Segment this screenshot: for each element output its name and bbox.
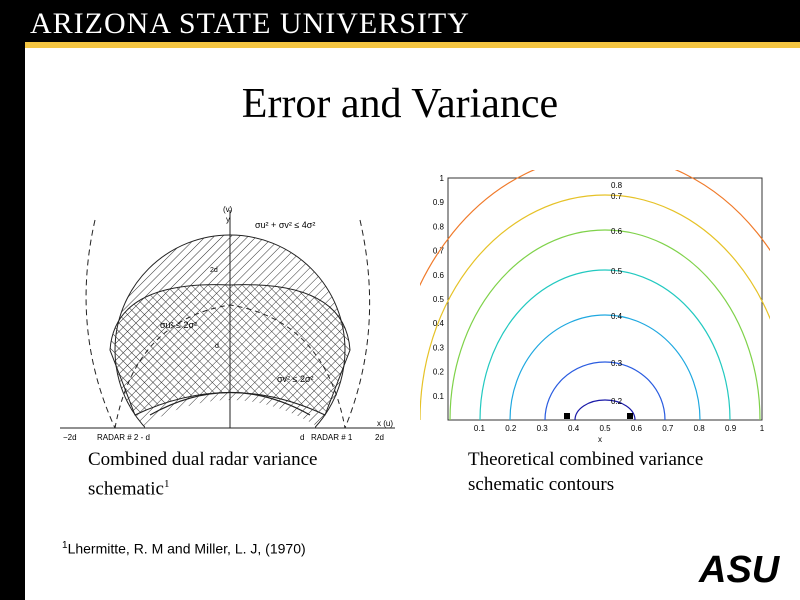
contour-label: 0.2 <box>611 397 623 406</box>
x-tick-label: 0.1 <box>473 424 485 433</box>
y-tick-label: 0.3 <box>432 343 444 353</box>
d-y-label: d <box>215 343 219 350</box>
university-title: ARIZONA STATE UNIVERSITY <box>30 7 470 40</box>
gold-accent-bar <box>25 42 800 48</box>
contour-label: 0.8 <box>611 181 623 190</box>
y-tick-label: 0.8 <box>432 222 444 232</box>
y-tick-label: 1 <box>439 174 444 183</box>
variance-contour-plot <box>420 170 770 445</box>
y-tick-label: 0.5 <box>432 295 444 304</box>
plus-2d-label: 2d <box>375 433 384 442</box>
x-tick-label: 0.8 <box>693 424 705 433</box>
left-caption-line1: Combined dual radar variance <box>88 449 318 470</box>
minus-2d-label: −2d <box>63 433 77 442</box>
x-tick-label: 0.7 <box>662 424 674 433</box>
footnote-sup: 1 <box>62 540 68 551</box>
dual-radar-schematic <box>55 200 400 445</box>
right-caption-line1: Theoretical combined variance <box>468 449 704 470</box>
equation-top: σu² + σv² ≤ 4σ² <box>255 220 316 230</box>
two-d-y-label: 2d <box>210 267 218 274</box>
y-tick-label: 0.4 <box>432 319 444 329</box>
y-label: y <box>226 215 230 224</box>
d-label: d <box>300 433 305 442</box>
header-banner <box>0 0 800 42</box>
equation-mid: σu² ≤ 2σ² <box>160 320 198 330</box>
contour-label: 0.5 <box>611 267 623 276</box>
radar1-label: RADAR # 1 <box>311 433 353 442</box>
y-axis-label: (v) <box>223 205 233 214</box>
y-tick-label: 0.9 <box>432 198 444 208</box>
radar2-label: RADAR # 2 - d <box>97 433 150 442</box>
contour-label: 0.4 <box>611 312 623 321</box>
equation-low: σv² ≤ 2σ² <box>277 374 314 384</box>
right-caption <box>468 447 703 497</box>
contour-label: 0.3 <box>611 359 623 368</box>
x-tick-label: 0.9 <box>725 424 737 433</box>
contour-label: 0.7 <box>611 192 623 201</box>
x-ticks <box>474 424 765 433</box>
footnote-text: Lhermitte, R. M and Miller, L. J, (1970) <box>67 540 306 557</box>
x-tick-label: 0.2 <box>505 424 517 433</box>
footnote <box>62 540 306 557</box>
x-tick-label: 0.6 <box>630 424 642 433</box>
y-tick-label: 0.2 <box>432 367 444 377</box>
left-caption-sup: 1 <box>163 478 170 490</box>
radar-marker-left <box>564 413 570 419</box>
x-tick-label: 0.5 <box>599 424 611 433</box>
contour-label: 0.6 <box>611 227 623 236</box>
left-caption-line2: schematic <box>88 478 164 500</box>
slide-title: Error and Variance <box>241 81 559 127</box>
x-tick-label: 0.4 <box>568 424 580 433</box>
x-axis-label: x (u) <box>377 419 393 428</box>
radar-marker-right <box>627 413 633 419</box>
left-caption <box>88 447 317 501</box>
y-ticks <box>433 174 445 401</box>
x-tick-label: 1 <box>759 424 765 433</box>
right-caption-line2: schematic contours <box>468 474 615 495</box>
y-tick-label: 0.7 <box>432 246 444 256</box>
asu-logo <box>697 548 781 586</box>
y-tick-label: 0.1 <box>432 391 444 401</box>
x-axis-label: x <box>598 435 602 444</box>
asu-logo-text: ASU <box>699 549 780 586</box>
x-tick-label: 0.3 <box>536 424 548 433</box>
y-tick-label: 0.6 <box>432 270 444 280</box>
